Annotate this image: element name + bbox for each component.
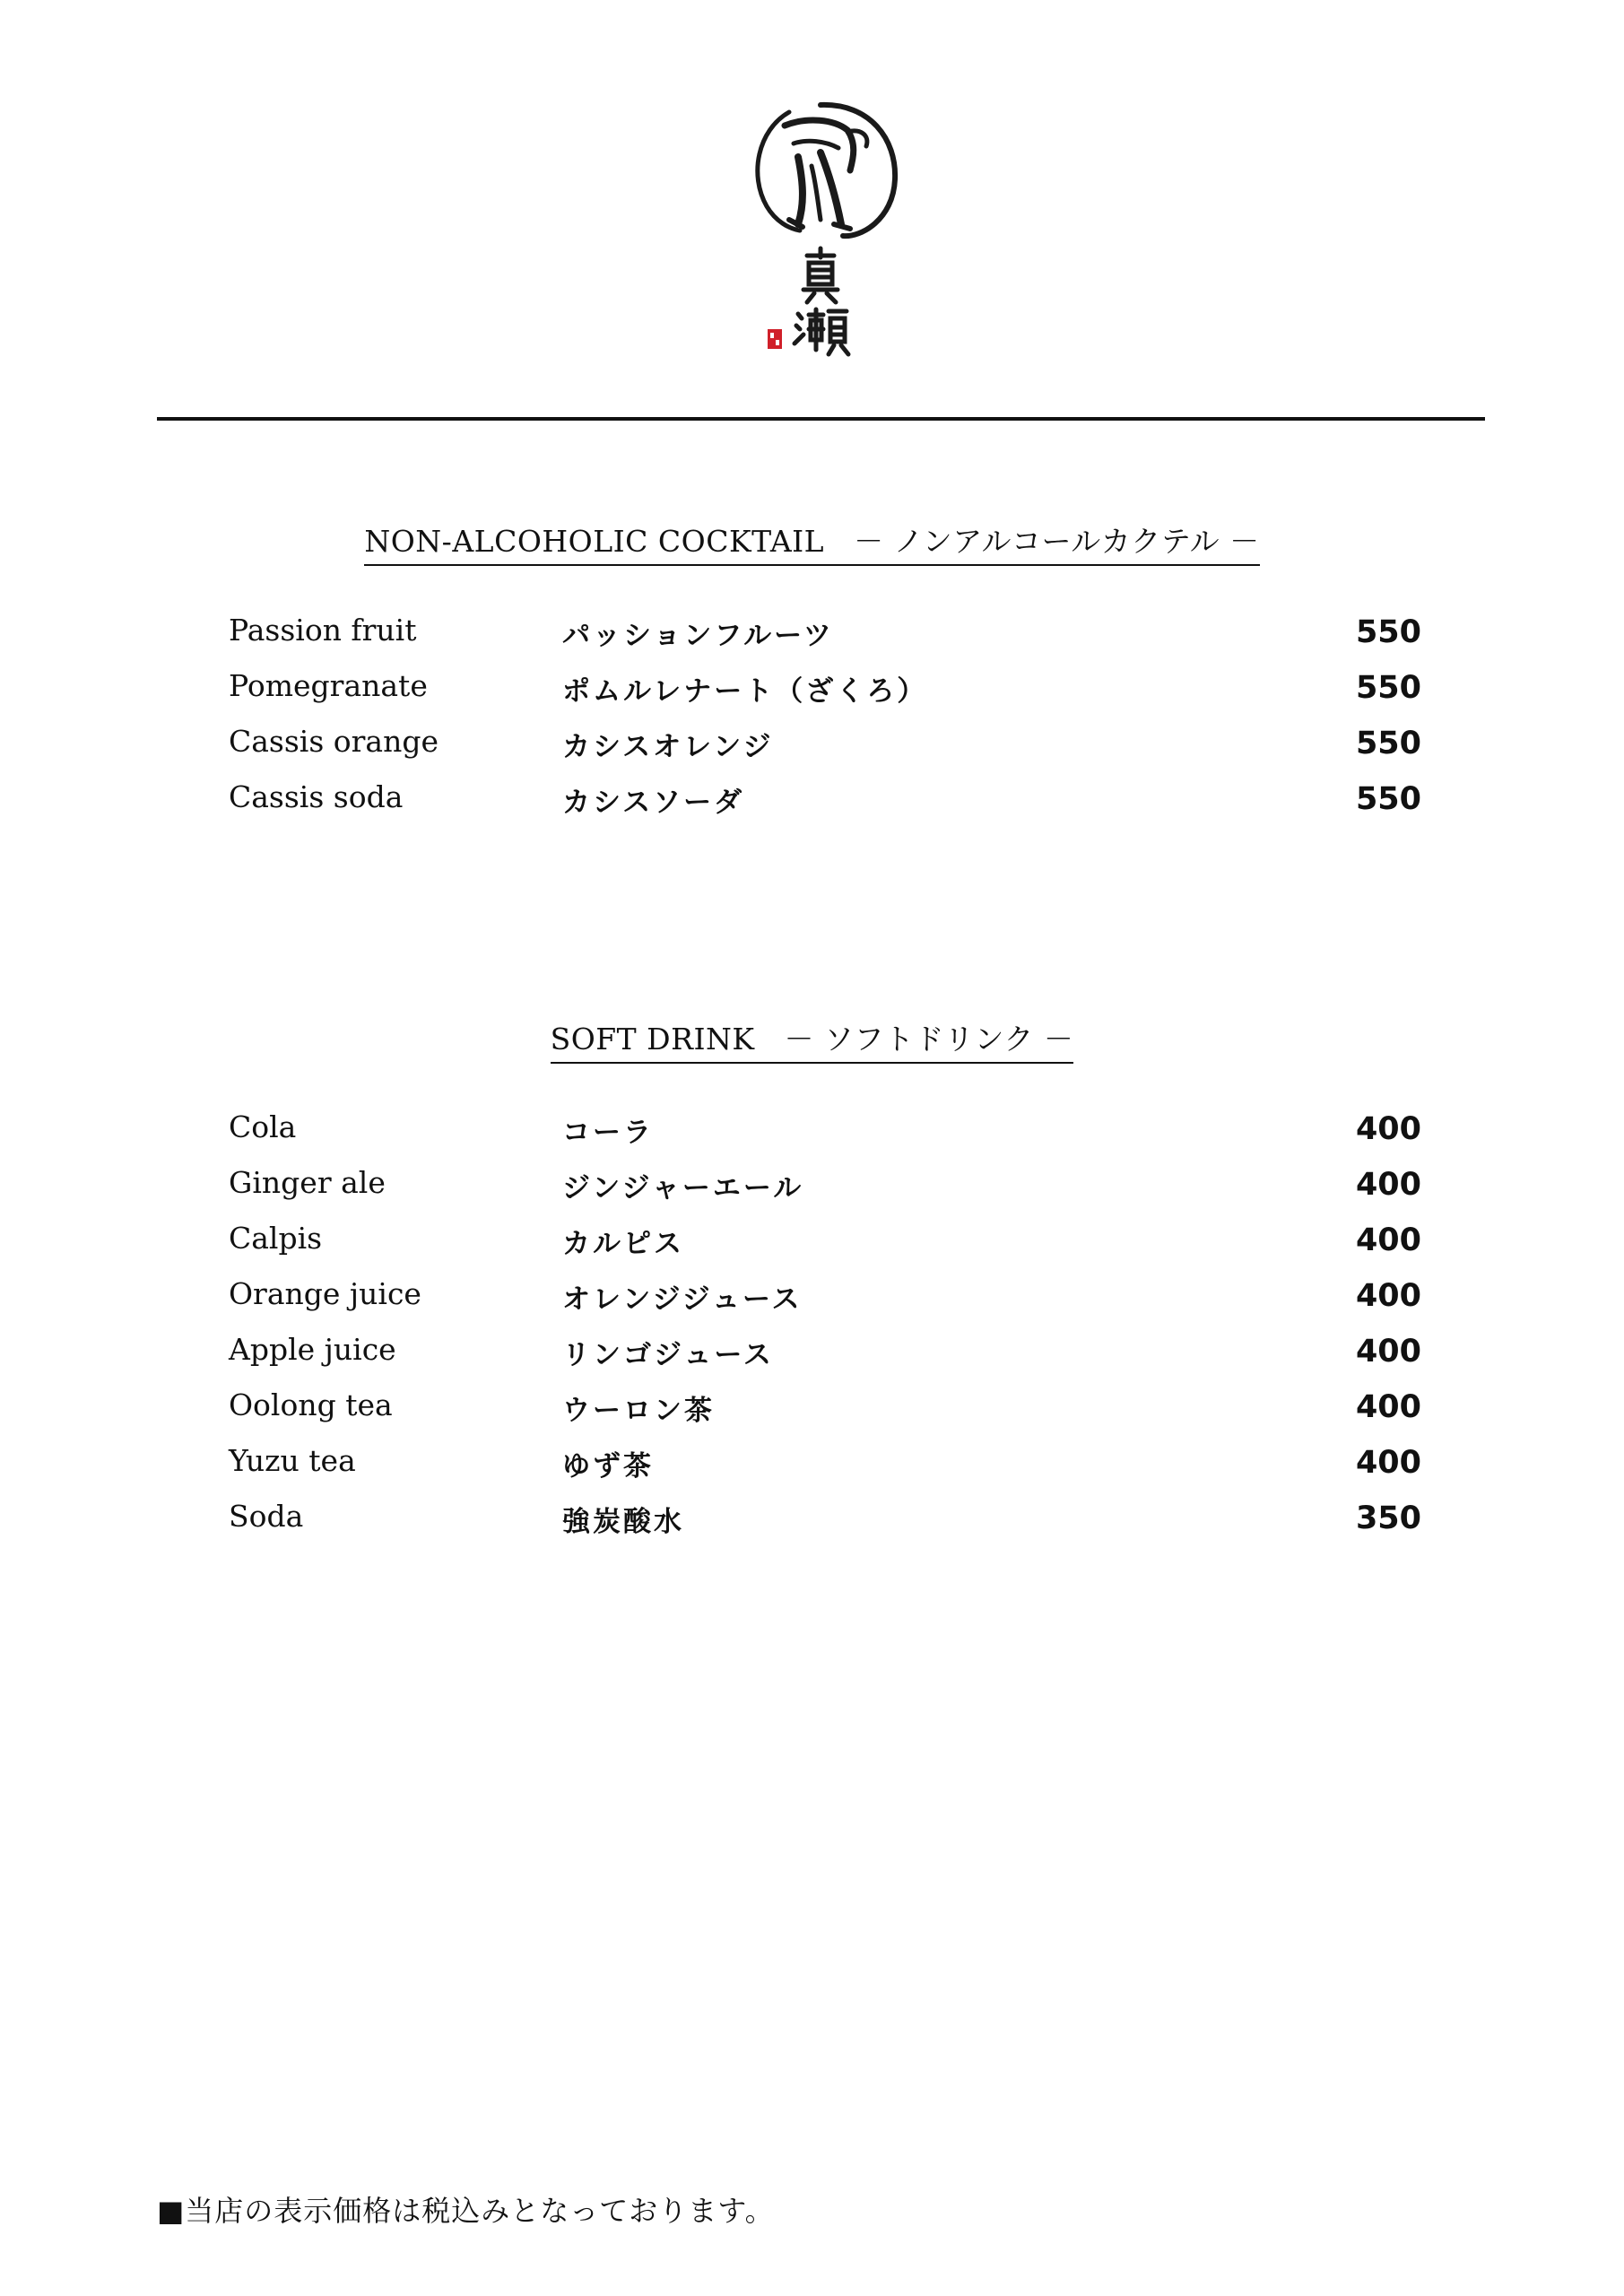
item-name-en: Pomegranate: [229, 668, 428, 703]
item-price: 350: [1355, 1500, 1421, 1536]
menu-item: [229, 1387, 1421, 1443]
menu-item: [229, 1443, 1421, 1499]
menu-item: [229, 724, 1421, 779]
menu-item: [229, 1109, 1421, 1165]
tiger-ink-emblem-icon: [735, 94, 906, 363]
item-name-ja: ゆず茶: [562, 1450, 654, 1483]
item-name-ja: リンゴジュース: [562, 1339, 774, 1371]
item-name-en: Apple juice: [229, 1332, 396, 1367]
item-name-en: Passion fruit: [229, 613, 417, 648]
item-name-ja: ウーロン茶: [562, 1395, 715, 1427]
item-name-ja: カシスソーダ: [562, 787, 745, 819]
tax-included-notice: ■当店の表示価格は税込みとなっております。: [157, 2194, 775, 2228]
item-name-en: Orange juice: [229, 1276, 421, 1311]
section-title-ja: － ノンアルコールカクテル －: [854, 524, 1260, 559]
restaurant-logo: [735, 94, 906, 363]
item-name-en: Soda: [229, 1499, 304, 1534]
item-price: 550: [1355, 614, 1421, 650]
header-divider: [157, 417, 1485, 421]
item-name-ja: カシスオレンジ: [562, 731, 774, 763]
menu-item: [229, 1276, 1421, 1332]
item-price: 400: [1355, 1389, 1421, 1425]
item-name-ja: ジンジャーエール: [562, 1172, 804, 1205]
item-price: 400: [1355, 1222, 1421, 1258]
item-price: 550: [1355, 726, 1421, 761]
item-name-ja: 強炭酸水: [562, 1506, 684, 1538]
item-name-en: Ginger ale: [229, 1165, 386, 1200]
item-name-en: Cassis soda: [229, 779, 404, 814]
section-title-soft-drink: [0, 1016, 1624, 1064]
item-name-ja: カルピス: [562, 1228, 684, 1260]
menu-item: [229, 779, 1421, 835]
section-title-en: SOFT DRINK: [550, 1022, 755, 1057]
item-name-en: Yuzu tea: [229, 1443, 356, 1478]
item-name-ja: パッションフルーツ: [562, 620, 834, 652]
item-price: 400: [1355, 1111, 1421, 1147]
item-price: 400: [1355, 1278, 1421, 1314]
item-price: 400: [1355, 1445, 1421, 1481]
menu-item: [229, 1165, 1421, 1221]
non-alcoholic-menu-list: [229, 613, 1421, 835]
item-price: 550: [1355, 670, 1421, 706]
section-title-ja: － ソフトドリンク －: [784, 1022, 1074, 1057]
red-seal-icon: [768, 329, 782, 349]
item-name-en: Calpis: [229, 1221, 323, 1256]
menu-item: [229, 1499, 1421, 1554]
section-title-non-alcoholic: [0, 518, 1624, 566]
menu-item: [229, 1332, 1421, 1387]
menu-item: [229, 668, 1421, 724]
item-price: 400: [1355, 1334, 1421, 1370]
item-price: 400: [1355, 1167, 1421, 1203]
item-name-en: Oolong tea: [229, 1387, 393, 1422]
item-name-ja: ポムルレナート（ざくろ）: [562, 675, 928, 708]
item-name-ja: コーラ: [562, 1117, 654, 1149]
item-name-en: Cassis orange: [229, 724, 439, 759]
item-price: 550: [1355, 781, 1421, 817]
menu-item: [229, 613, 1421, 668]
menu-item: [229, 1221, 1421, 1276]
soft-drink-menu-list: [229, 1109, 1421, 1554]
section-title-en: NON-ALCOHOLIC COCKTAIL: [364, 524, 825, 559]
item-name-en: Cola: [229, 1109, 297, 1144]
item-name-ja: オレンジジュース: [562, 1283, 803, 1316]
